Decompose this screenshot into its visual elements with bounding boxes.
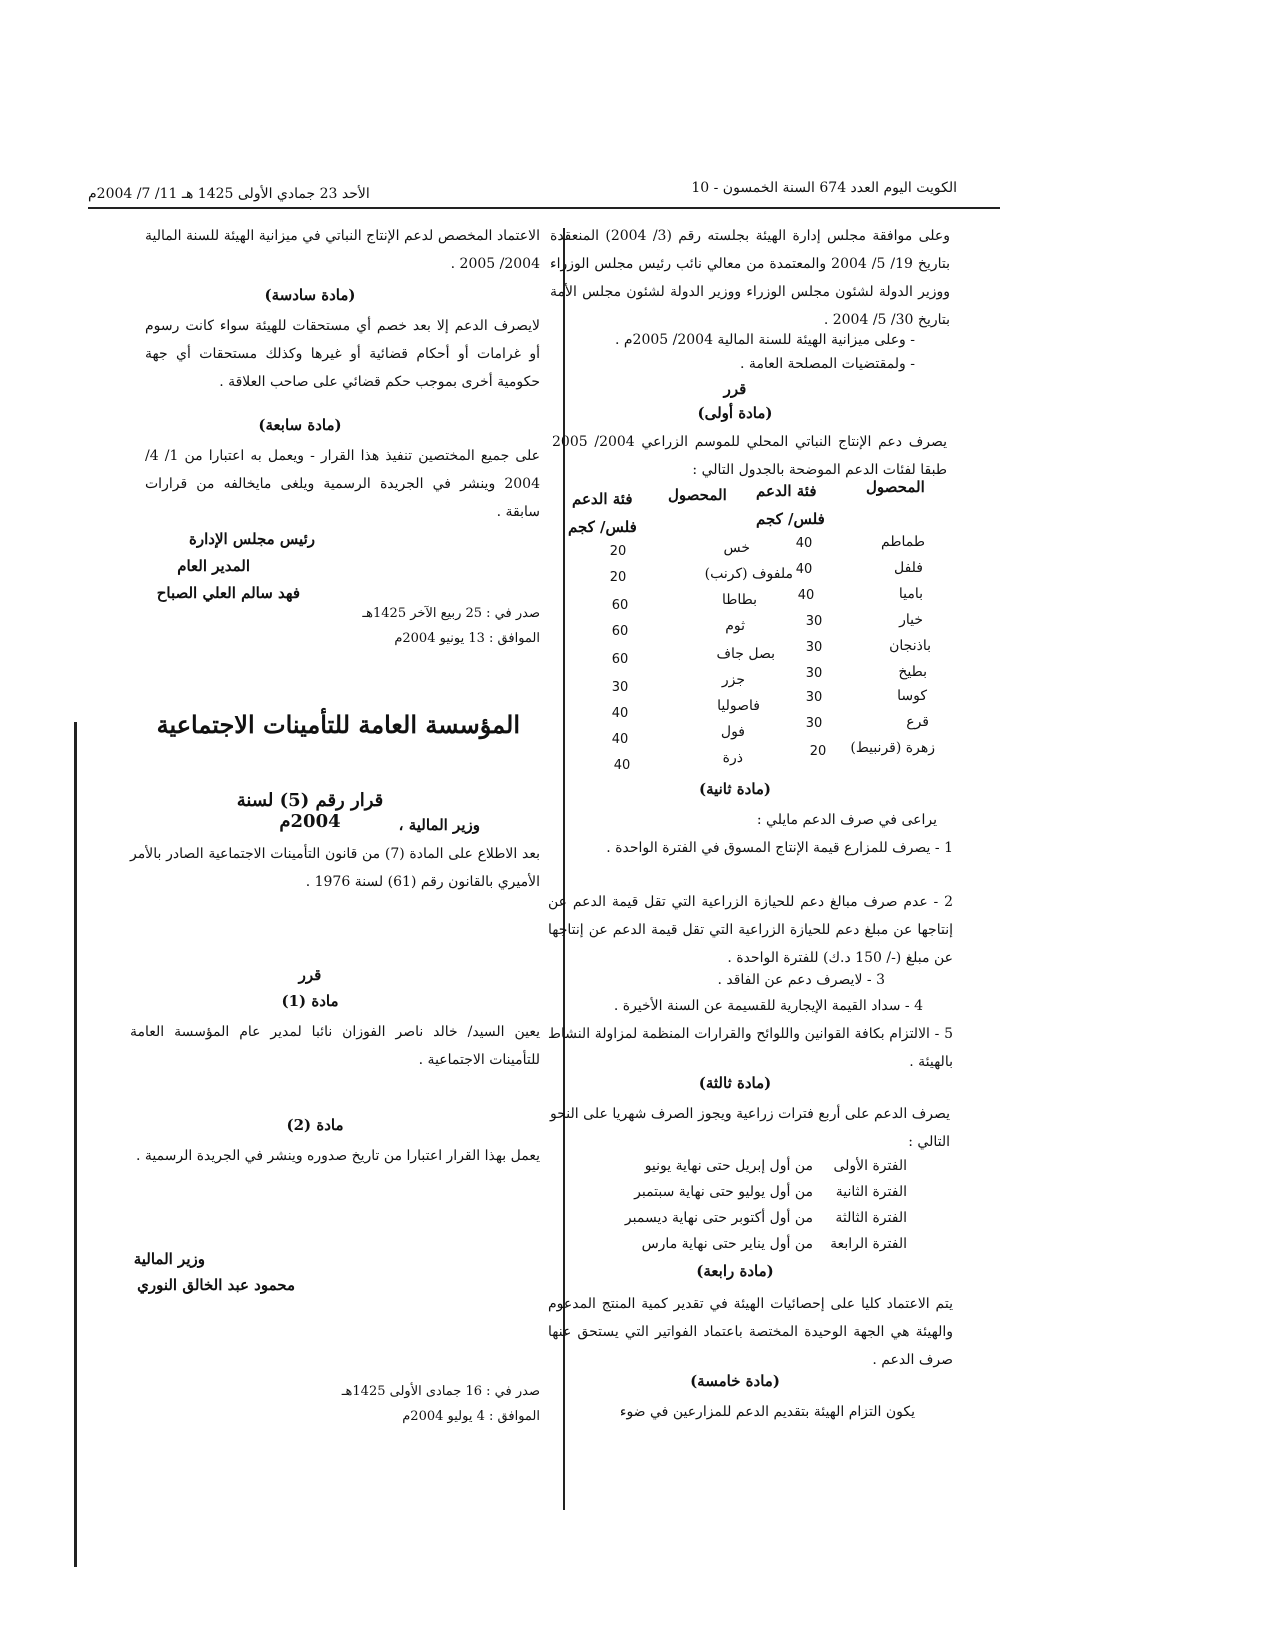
- header-date: الأحد 23 جمادي الأولى 1425 هـ 11/ 7/ 2004م: [88, 186, 370, 202]
- period-name: الفترة الثانية: [835, 1184, 907, 1200]
- minister-line: وزير المالية ،: [398, 816, 480, 834]
- article-7-heading: (مادة سابعة): [258, 416, 342, 434]
- art2-heading: مادة (2): [286, 1116, 344, 1134]
- table-cell-rate: 40: [611, 732, 629, 747]
- article-4-text: يتم الاعتماد كليا على إحصائيات الهيئة في تقدير كمية المنتج المدعوم والهيئة هي الجهة الوحيدة المختصة باعتماد الفواتير التي يستحق عنها صرف الدعم .: [548, 1296, 953, 1368]
- table-cell-crop: كوسا: [897, 688, 927, 704]
- article-1-heading: (مادة أولى): [697, 404, 773, 422]
- header-rule: [88, 207, 1000, 209]
- table-cell-crop: ثوم: [725, 618, 745, 634]
- article-5-text: يكون التزام الهيئة بتقديم الدعم للمزارعين في ضوء: [619, 1404, 915, 1420]
- table-header-crop-2: المحصول: [668, 486, 727, 504]
- period-range: من أول أكتوبر حتى نهاية ديسمبر: [624, 1210, 813, 1226]
- left-margin-bar: [74, 722, 77, 1567]
- signature-title-chairman: رئيس مجلس الإدارة: [189, 530, 315, 548]
- table-cell-crop: بطاطا: [721, 592, 757, 608]
- table-cell-rate: 40: [795, 536, 813, 551]
- issued-date-hijri: صدر في : 25 ربيع الآخر 1425هـ: [362, 606, 540, 621]
- period-range: من أول يوليو حتى نهاية سبتمبر: [634, 1184, 813, 1200]
- table-header-unit-2: فلس/ كجم: [568, 518, 637, 536]
- period-name: الفترة الثالثة: [835, 1210, 907, 1226]
- table-cell-crop: فلفل: [893, 560, 923, 576]
- table-cell-rate: 40: [613, 758, 631, 773]
- period-range: من أول إبريل حتى نهاية يونيو: [644, 1158, 813, 1174]
- decision-title: قرار رقم (5) لسنة 2004م: [236, 790, 384, 832]
- continuation-paragraph: الاعتماد المخصص لدعم الإنتاج النباتي في ميزانية الهيئة للسنة المالية 2004/ 2005 .: [145, 228, 540, 272]
- article-6-text: لايصرف الدعم إلا بعد خصم أي مستحقات للهيئة سواء كانت رسوم أو غرامات أو أحكام قضائية أو غيرها وكذلك مستحقات أي جهة حكومية أخرى بموجب حكم قضائي على صاحب العلاقة .: [145, 318, 540, 390]
- table-cell-crop: طماطم: [881, 534, 925, 550]
- art2-text: يعمل بهذا القرار اعتبارا من تاريخ صدوره وينشر في الجريدة الرسمية .: [135, 1148, 540, 1164]
- intro-item-budget: - وعلى ميزانية الهيئة للسنة المالية 2004/ 2005م .: [614, 332, 915, 348]
- article-2-item-5: 5 - الالتزام بكافة القوانين واللوائح والقرارات المنظمة لمزاولة النشاط بالهيئة .: [548, 1026, 953, 1070]
- table-cell-rate: 30: [805, 666, 823, 681]
- signature-title-director: المدير العام: [177, 557, 250, 575]
- table-cell-crop: خيار: [899, 612, 923, 628]
- decided-heading: قرر: [723, 380, 747, 398]
- article-3-text: يصرف الدعم على أربع فترات زراعية ويجوز الصرف شهريا على النحو التالي :: [550, 1106, 950, 1150]
- preamble-text: بعد الاطلاع على المادة (7) من قانون التأمينات الاجتماعية الصادر بالأمر الأميري بالقانون رقم (61) لسنة 1976 .: [130, 846, 540, 890]
- table-cell-crop: فاصوليا: [717, 698, 760, 714]
- issued-min-date-gregorian: الموافق : 4 يوليو 2004م: [402, 1409, 540, 1424]
- article-2-item-4: 4 - سداد القيمة الإيجارية للقسيمة عن السنة الأخيرة .: [613, 998, 923, 1014]
- issued-min-date-hijri: صدر في : 16 جمادى الأولى 1425هـ: [341, 1384, 540, 1399]
- article-2-item-2: 2 - عدم صرف مبالغ دعم للحيازة الزراعية التي تقل قيمة الدعم عن إنتاجها عن مبلغ دعم للحيازة الزراعية التي تقل قيمة الدعم عن إنتاجها عن مبلغ (-/ 150 د.ك) للفترة الواحدة .: [548, 894, 953, 966]
- issued-date-gregorian: الموافق : 13 يونيو 2004م: [394, 631, 540, 646]
- intro-item-public-interest: - ولمقتضيات المصلحة العامة .: [740, 356, 915, 372]
- table-header-unit-1: فلس/ كجم: [756, 510, 825, 528]
- table-cell-rate: 40: [611, 706, 629, 721]
- table-cell-rate: 30: [805, 690, 823, 705]
- table-cell-crop: باميا: [898, 586, 923, 602]
- table-cell-rate: 60: [611, 652, 629, 667]
- table-cell-crop: بصل جاف: [716, 646, 775, 662]
- table-header-crop-1: المحصول: [866, 478, 925, 496]
- art1-heading: مادة (1): [281, 992, 339, 1010]
- table-cell-rate: 30: [611, 680, 629, 695]
- article-2-heading: (مادة ثانية): [698, 780, 772, 798]
- table-cell-crop: ملفوف (كرنب): [704, 566, 793, 582]
- table-cell-rate: 30: [805, 716, 823, 731]
- period-range: من أول يناير حتى نهاية مارس: [641, 1236, 813, 1252]
- article-6-heading: (مادة سادسة): [264, 286, 356, 304]
- period-name: الفترة الأولى: [833, 1158, 907, 1174]
- table-cell-rate: 20: [809, 744, 827, 759]
- table-cell-crop: ذرة: [722, 750, 743, 766]
- header-issue-info: الكويت اليوم العدد 674 السنة الخمسون - 10: [691, 180, 957, 196]
- table-cell-rate: 40: [797, 588, 815, 603]
- table-cell-crop: خس: [723, 540, 750, 556]
- table-cell-crop: قرع: [906, 714, 929, 730]
- table-cell-crop: باذنجان: [889, 638, 931, 654]
- article-2-item-1: 1 - يصرف للمزارع قيمة الإنتاج المسوق في الفترة الواحدة .: [606, 840, 953, 856]
- table-cell-rate: 20: [609, 544, 627, 559]
- article-2-item-3: 3 - لايصرف دعم عن الفاقد .: [717, 972, 885, 988]
- table-cell-rate: 30: [805, 614, 823, 629]
- table-cell-crop: زهرة (قرنبيط): [850, 740, 935, 756]
- signature-name-minister: محمود عبد الخالق النوري: [137, 1276, 295, 1294]
- organization-title: المؤسسة العامة للتأمينات الاجتماعية: [156, 710, 520, 739]
- article-5-heading: (مادة خامسة): [690, 1372, 780, 1390]
- intro-paragraph: وعلى موافقة مجلس إدارة الهيئة بجلسته رقم (3/ 2004) المنعقدة بتاريخ 19/ 5/ 2004 والمعتمدة من معالي نائب رئيس مجلس الوزراء ووزير الدولة لشئون مجلس الوزراء ووزير الدولة لشئون مجلس الأمة بتاريخ 30/ 5/ 2004 .: [550, 228, 951, 328]
- signature-name-chairman: فهد سالم العلي الصباح: [156, 584, 300, 602]
- period-name: الفترة الرابعة: [830, 1236, 907, 1252]
- table-cell-crop: بطيخ: [898, 664, 927, 680]
- signature-title-minister: وزير المالية: [133, 1250, 205, 1268]
- table-cell-crop: جزر: [721, 672, 745, 688]
- article-3-heading: (مادة ثالثة): [698, 1074, 772, 1092]
- article-1-text: يصرف دعم الإنتاج النباتي المحلي للموسم الزراعي 2004/ 2005 طبقا لفئات الدعم الموضحة بالجدول التالي :: [552, 434, 948, 478]
- table-cell-rate: 20: [609, 570, 627, 585]
- article-2-intro: يراعى في صرف الدعم مايلي :: [756, 812, 937, 828]
- art1-text: يعين السيد/ خالد ناصر الفوزان نائبا لمدير عام المؤسسة العامة للتأمينات الاجتماعية .: [130, 1024, 540, 1068]
- decided-heading-2: قرر: [298, 966, 322, 984]
- article-4-heading: (مادة رابعة): [696, 1262, 774, 1280]
- table-cell-crop: فول: [720, 724, 745, 740]
- table-cell-rate: 60: [611, 624, 629, 639]
- table-header-rate-2: فئة الدعم: [572, 490, 633, 508]
- article-7-text: على جميع المختصين تنفيذ هذا القرار - ويعمل به اعتبارا من 1/ 4/ 2004 وينشر في الجريدة الرسمية ويلغى مايخالفه من قرارات سابقة .: [145, 448, 540, 520]
- table-cell-rate: 40: [795, 562, 813, 577]
- table-cell-rate: 30: [805, 640, 823, 655]
- table-cell-rate: 60: [611, 598, 629, 613]
- table-header-rate-1: فئة الدعم: [756, 482, 817, 500]
